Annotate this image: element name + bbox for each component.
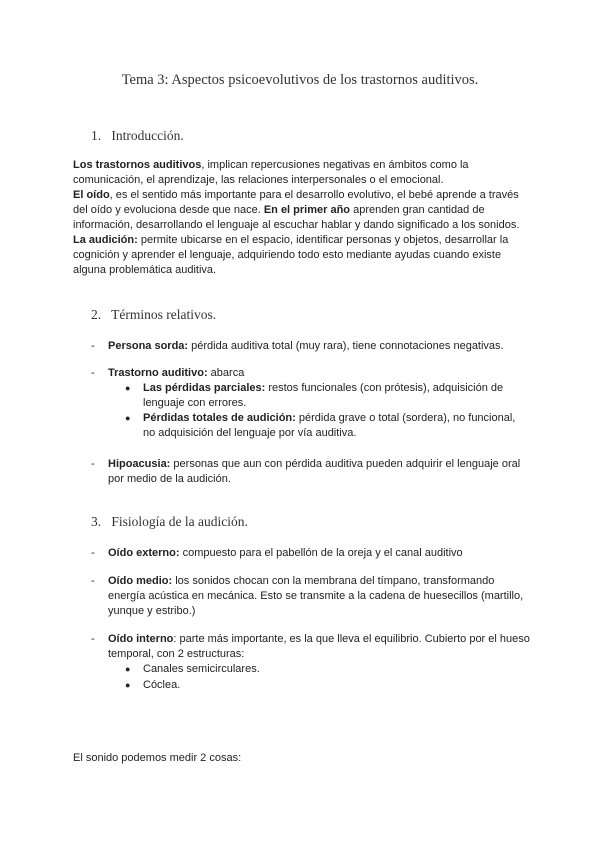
section-title: Fisiología de la audición. [111, 514, 248, 529]
sub-item-perdidas-totales [125, 411, 525, 441]
sub-item-description: pérdida grave o total (sordera), no funcional, no adquisición del lenguaje por vía auditiva. [143, 412, 516, 439]
term-text [108, 546, 531, 561]
section-heading-terminos [91, 307, 216, 323]
dash-marker: - [91, 367, 95, 379]
sub-item-description: restos funcionales (con prótesis), adquisición de lenguaje con errores. [143, 382, 504, 409]
term-description: los sonidos chocan con la membrana del tímpano, transformando energía acústica en mecánica. Esto se transmite a la cadena de huesecillos (martillo, yunque y estribo.) [108, 575, 524, 617]
bold-term: Trastorno auditivo: [108, 367, 208, 379]
term-description: personas que aun con pérdida auditiva pueden adquirir el lenguaje oral por medio de la audición. [108, 458, 521, 485]
bold-term: Pérdidas totales de audición: [143, 412, 296, 424]
physiology-oido-interno [91, 632, 531, 662]
term-description: compuesto para el pabellón de la oreja y el canal auditivo [179, 547, 463, 559]
sub-item-text: Canales semicirculares. [143, 663, 260, 675]
sub-item-text [143, 411, 525, 441]
section-number: 1. [91, 128, 102, 143]
section-title: Términos relativos. [111, 307, 217, 322]
physiology-oido-externo [91, 546, 531, 561]
dash-marker: - [91, 458, 95, 470]
dash-marker: - [91, 547, 95, 559]
sub-item-perdidas-parciales [125, 381, 525, 411]
physiology-oido-medio [91, 574, 531, 619]
paragraph-text: permite ubicarse en el espacio, identificar personas y objetos, desarrollar la cognición y aprender el lenguaje, adquiriendo todo esto mediante ayudas cuando existe alguna problemática auditiva. [73, 234, 509, 276]
term-description: abarca [207, 367, 245, 379]
sub-item-text: Cóclea. [143, 679, 181, 691]
section-number: 3. [91, 514, 102, 529]
term-description: pérdida auditiva total (muy rara), tiene connotaciones negativas. [188, 340, 504, 352]
section-title: Introducción. [111, 128, 184, 143]
intro-paragraph-2 [73, 188, 523, 233]
section-number: 2. [91, 307, 102, 322]
bullet-icon: ● [125, 383, 131, 393]
bold-term: Las pérdidas parciales: [143, 382, 266, 394]
term-description: : parte más importante, es la que lleva el equilibrio. Cubierto por el hueso temporal, con 2 estructuras: [108, 633, 530, 660]
bold-term: Los trastornos auditivos [73, 159, 202, 171]
paragraph-text: , implican repercusiones negativas en ámbitos como la comunicación, el aprendizaje, las relaciones interpersonales o el emocional. [73, 159, 469, 186]
paragraph-text: , es el sentido más importante para el desarrollo evolutivo, el bebé aprende a través del oído y evoluciona desde que nace. [73, 189, 519, 216]
intro-paragraph-3 [73, 233, 523, 278]
bullet-icon: ● [125, 413, 131, 423]
term-persona-sorda [91, 339, 531, 354]
bullet-icon: ● [125, 664, 131, 674]
bold-term: En el primer año [263, 204, 351, 216]
section-heading-fisiologia [91, 514, 248, 530]
bold-term: La audición: [73, 234, 138, 246]
bold-term: Hipoacusia: [108, 458, 171, 470]
intro-text [73, 158, 523, 278]
term-text [108, 366, 531, 381]
bold-term: Oído interno [108, 633, 174, 645]
document-title: Tema 3: Aspectos psicoevolutivos de los trastornos auditivos. [121, 72, 479, 88]
bold-term: El oído [73, 189, 110, 201]
paragraph-text: aprenden gran cantidad de información, desarrollando el lenguaje al escuchar hablar y dando significado a los sonidos. [73, 204, 520, 231]
term-text [108, 339, 531, 354]
dash-marker: - [91, 575, 95, 587]
sub-item-coclea [125, 678, 525, 693]
term-trastorno-auditivo [91, 366, 531, 381]
sub-item-canales [125, 662, 525, 677]
closing-text: El sonido podemos medir 2 cosas: [73, 752, 242, 764]
bullet-icon: ● [125, 680, 131, 690]
bold-term: Oído externo: [108, 547, 180, 559]
section-heading-introduccion [91, 128, 184, 144]
term-text [108, 574, 531, 619]
bold-term: Oído medio: [108, 575, 173, 587]
sub-item-text [143, 381, 525, 411]
term-text [108, 457, 531, 487]
dash-marker: - [91, 340, 95, 352]
dash-marker: - [91, 633, 95, 645]
intro-paragraph-1 [73, 158, 523, 188]
bold-term: Persona sorda: [108, 340, 189, 352]
term-hipoacusia [91, 457, 531, 487]
term-text [108, 632, 531, 662]
